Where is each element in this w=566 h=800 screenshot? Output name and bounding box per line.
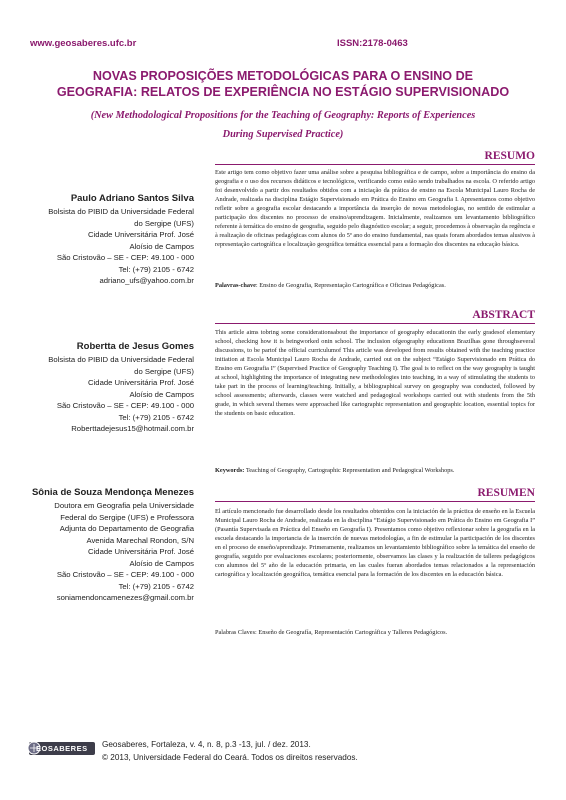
abstract-keywords-text: Teaching of Geography, Cartographic Representation and Pedagogical Workshops.: [244, 467, 455, 474]
resumo-text: Este artigo tem como objetivo fazer uma análise sobre a pesquisa bibliográfica e de campo, sobre a importância do ensino da geografia e o uso dos recursos didáticos e tecnológicos, verificando como estão sendo trabalhados na escola. O referido artigo foi desenvolvido a partir dos resultados obtidos com a iniciação da prática de ensino na Escola Municipal Lauro Rocha de Andrade, realizada na disciplina Estágio Supervisionado em Prática do Ensino em Geografia I. Apresentamos como objetivo refletir sobre a geografia escolar destacando a importância da inserção de novas metodologias, no sentido de estimular a participação dos discentes no processo de ensino/aprendizagem. Inicialmente, realizamos um levantamento bibliográfico referente à temática do ensino de geografia, seguido pelo diagnóstico escolar; a seguir, procedemos à observação da regência e à realização de oficinas pedagógicas com alunos do 5º ano do ensino fundamental, nas quais foram abordados temas alusivos à representação cartográfica e localização geográfica temática essencial para a formação dos discentes na educação básica.: [215, 169, 535, 248]
author-address-line: Cidade Universitária Prof. José: [88, 230, 194, 239]
article-title: [40, 69, 526, 100]
author-email-link[interactable]: adriano_ufs@yahoo.com.br: [99, 276, 194, 285]
author-phone: Tel: (+79) 2105 - 6742: [118, 264, 194, 274]
author-card: [9, 340, 194, 435]
author-phone: Tel: (+79) 2105 - 6742: [118, 412, 194, 422]
author-address-line: Cidade Universitária Prof. José: [88, 547, 194, 556]
author-address-line: São Cristovão – SE - CEP: 49.100 - 000: [56, 253, 194, 262]
author-affiliation-line: Federal do Sergipe (UFS) e Professora: [60, 512, 194, 522]
copyright-line: © 2013, Universidade Federal do Ceará. Todos os direitos reservados.: [102, 753, 358, 762]
author-address-line: Aloísio de Campos: [129, 241, 194, 251]
author-affiliation-line: Bolsista do PIBID da Universidade Federal: [48, 207, 194, 216]
author-affiliation-line: Adjunta do Departamento de Geografia: [59, 524, 194, 533]
resumen-keywords: Palabras Claves: Enseño de Geografía, Representación Cartográfica y Talleres Pedagógicos.: [215, 629, 448, 636]
author-phone: Tel: (+79) 2105 - 6742: [118, 581, 194, 591]
author-email-link[interactable]: soniamendoncamenezes@gmail.com.br: [56, 593, 194, 602]
author-address-line: São Cristovão – SE - CEP: 49.100 - 000: [56, 401, 194, 410]
author-affiliation-line: Bolsista do PIBID da Universidade Federal: [48, 355, 194, 364]
author-affiliation-line: do Sergipe (UFS): [134, 218, 194, 228]
article-subtitle: [40, 106, 526, 144]
article-subtitle-line-2: During Supervised Practice): [222, 129, 344, 140]
author-address-line: Avenida Marechal Rondon, S/N: [86, 535, 194, 545]
resumo-keywords-label: Palavras-chave: [215, 282, 256, 289]
author-email-link[interactable]: Roberttadejesus15@hotmail.com.br: [71, 424, 194, 433]
article-title-line-1: NOVAS PROPOSIÇÕES METODOLÓGICAS PARA O ENSINO DE: [92, 69, 474, 83]
article-title-line-2: GEOGRAFIA: RELATOS DE EXPERIÊNCIA NO ESTÁGIO SUPERVISIONADO: [56, 84, 510, 99]
author-address-line: Aloísio de Campos: [129, 558, 194, 568]
author-name: Sônia de Souza Mendonça Menezes: [31, 487, 194, 498]
resumo-heading: RESUMO: [215, 150, 535, 165]
abstract-text: This article aims tobring some considerationsabout the importance of geography educationin the early gradesof elementary school, checking how it is beingworked onin school. The inclusion ofgeography educationn Brazilhas gone throughseveral discussions, to be partof the official curriculumof This article was developed from results obtained with the teaching practice initiation at Escola Municipal Lauro Rocha de Andrade, carried out on the subject “Estágio Supervisionado em Prática do Ensino em Geografia I” (Supervised Practice of Geography Teaching I). The goal is to reflect on the way geography is taught at school, highlighting the importance of integrating new methodologies into teaching, in a way of stimulating the students to take part in the process of learning/teaching. Initially, a bibliographical survey on geography was conducted, followed by school assessments; afterwards, classes were watched and pedagogical workshops carried out with students from the 5th grade, in which several themes were approached like cartographic representation and geographic location, essential topics for the students on basic education.: [215, 329, 535, 417]
author-address-line: Cidade Universitária Prof. José: [88, 378, 194, 387]
abstract-heading: ABSTRACT: [215, 309, 535, 324]
logo-wordmark: EOSABERES: [36, 744, 88, 753]
author-name: Robertta de Jesus Gomes: [76, 341, 194, 352]
article-subtitle-line-1: (New Methodological Propositions for the Teaching of Geography: Reports of Experiences: [90, 110, 476, 121]
author-card: [9, 486, 194, 604]
author-affiliation-line: Doutora em Geografia pela Universidade: [54, 501, 194, 510]
resumen-text: El artículo mencionado fue desarrollado desde los resultados obtenidos con la iniciación de la práctica de enseño en la Escuela Municipal Lauro Rocha de Andrade, realizada en la disciplina “Estágio Supervisionado em Prática do Ensino em Geografia I” (Pasantía Supervisada en Práctica del Enseño en Geografía I). Presentamos como objetivo reflexionar sobre la geografía en la escuela destacando la importancia de la inserción de nuevas metodologías, a fin de estimular la participación de los discentes en el proceso de enseño/aprendizaje. Primeramente, realizamos un levantamiento bibliográfico sobre la temática del enseño de geografía, seguido por evaluaciones escolares; posteriormente, observamos las clases y la realización de talleres pedagógicos con alumnos del 5º año de la educación primaria, en las cuales fueran abordados temas relacionados a la representación cartográfica y localización geográfica, temática esencial para la formación de los discentes en la educación básica.: [215, 508, 535, 578]
journal-website-link[interactable]: www.geosaberes.ufc.br: [30, 38, 137, 49]
issn-label: ISSN:2178-0463: [337, 38, 408, 49]
author-affiliation-line: do Sergipe (UFS): [134, 366, 194, 376]
author-address-line: Aloísio de Campos: [129, 389, 194, 399]
author-card: [9, 192, 194, 287]
abstract-keywords-label: Keywords:: [215, 467, 245, 474]
resumo-keywords-text: : Ensino de Geografia, Representação Cartográfica e Oficinas Pedagógicas.: [255, 282, 446, 289]
citation-line: Geosaberes, Fortaleza, v. 4, n. 8, p.3 -13, jul. / dez. 2013.: [102, 740, 311, 749]
author-address-line: São Cristovão – SE - CEP: 49.100 - 000: [56, 570, 194, 579]
abstract-keywords: [215, 466, 535, 475]
author-name: Paulo Adriano Santos Silva: [70, 193, 194, 204]
resumo-keywords: [215, 281, 535, 290]
resumen-heading: RESUMEN: [215, 487, 535, 502]
